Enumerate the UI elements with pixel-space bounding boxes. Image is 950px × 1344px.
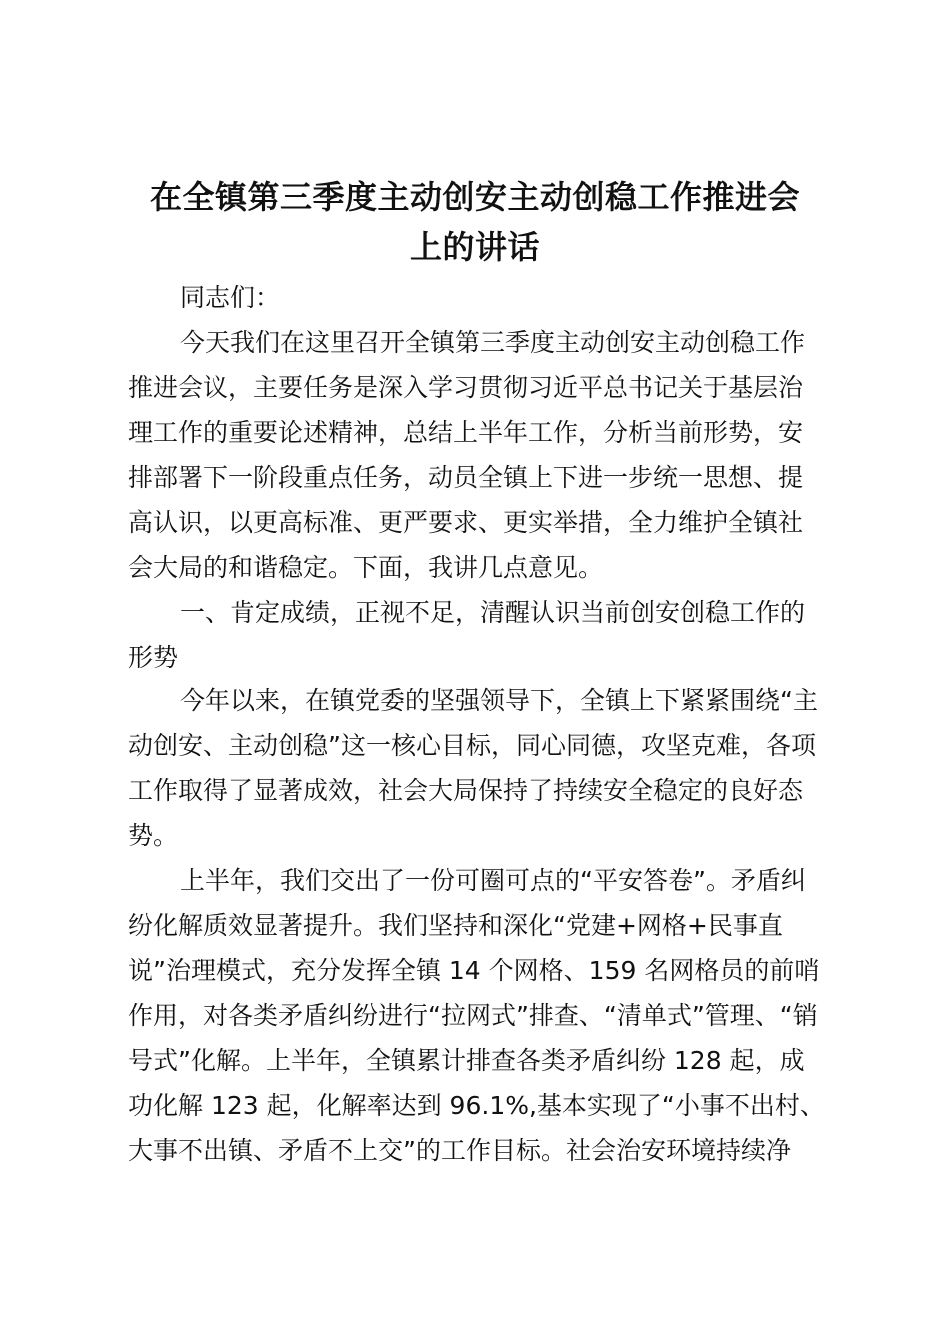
text-line: 理工作的重要论述精神，总结上半年工作，分析当前形势，安 <box>128 418 804 447</box>
text-line: 说”治理模式，充分发挥全镇 14 个网格、159 名网格员的前哨 <box>128 956 820 985</box>
text-line: 推进会议，主要任务是深入学习贯彻习近平总书记关于基层治 <box>128 373 804 402</box>
paragraph-achievements <box>128 678 838 858</box>
title-line: 在全镇第三季度主动创安主动创稳工作推进会 <box>149 178 800 216</box>
section-heading-1 <box>128 590 838 680</box>
text-line: 势。 <box>128 821 179 850</box>
paragraph-first-half <box>128 858 838 1173</box>
text-line: 动创安、主动创稳”这一核心目标，同心同德，攻坚克难，各项 <box>128 731 816 760</box>
text-line: 高认识，以更高标准、更严要求、更实举措，全力维护全镇社 <box>128 508 804 537</box>
text-line: 形势 <box>128 643 179 672</box>
text-line: 一、肯定成绩，正视不足，清醒认识当前创安创稳工作的 <box>180 598 806 627</box>
text-line: 今年以来，在镇党委的坚强领导下，全镇上下紧紧围绕“主 <box>180 686 818 715</box>
text-line: 工作取得了显著成效，社会大局保持了持续安全稳定的良好态 <box>128 776 804 805</box>
text-line: 纷化解质效显著提升。我们坚持和深化“党建+网格+民事直 <box>128 911 783 940</box>
paragraph-intro <box>128 320 838 590</box>
text-line: 号式”化解。上半年，全镇累计排查各类矛盾纠纷 128 起，成 <box>128 1046 805 1075</box>
title-line: 上的讲话 <box>409 228 540 266</box>
document-body <box>128 275 838 1173</box>
text-line: 排部署下一阶段重点任务，动员全镇上下进一步统一思想、提 <box>128 463 804 492</box>
text-line: 作用，对各类矛盾纠纷进行“拉网式”排查、“清单式”管理、“销 <box>128 1001 818 1030</box>
greeting: 同志们： <box>180 283 281 312</box>
text-line: 功化解 123 起，化解率达到 96.1%,基本实现了“小事不出村、 <box>128 1091 825 1120</box>
text-line: 今天我们在这里召开全镇第三季度主动创安主动创稳工作 <box>180 328 806 357</box>
text-line: 上半年，我们交出了一份可圈可点的“平安答卷”。矛盾纠 <box>180 866 806 895</box>
text-line: 大事不出镇、矛盾不上交”的工作目标。社会治安环境持续净 <box>128 1136 791 1165</box>
text-line: 会大局的和谐稳定。下面，我讲几点意见。 <box>128 553 604 582</box>
document-title <box>0 172 950 272</box>
